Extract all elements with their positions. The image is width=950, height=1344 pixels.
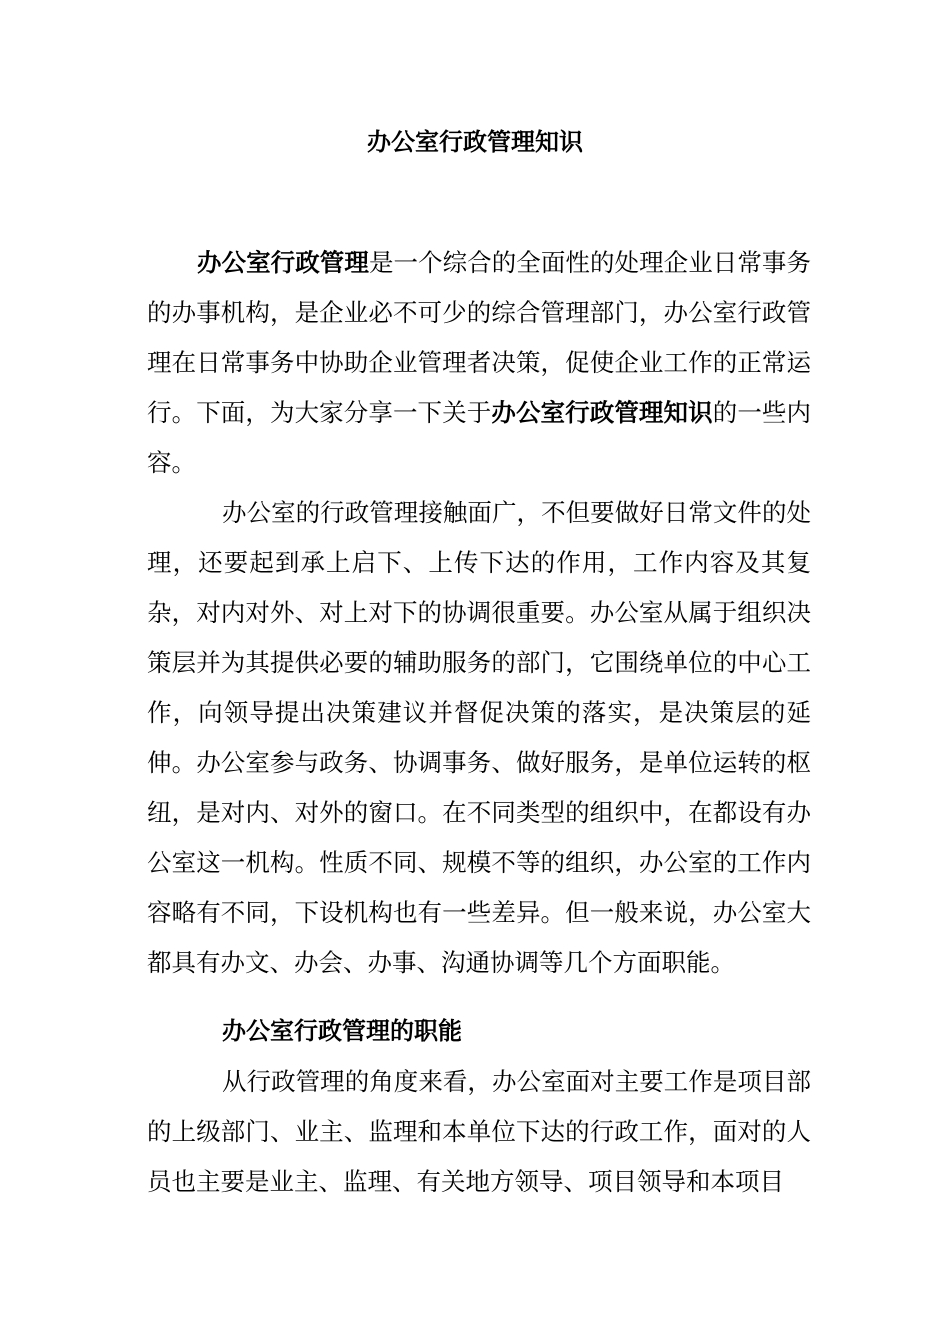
intro-text-a: 是一个综合的全面性的处理企业日常事务的办事机构，是企业必不可少的综合管理部门，办公室行政管理在日常事务中协助企业管理者决策，促使企业工作的正常运行。下面，为大家分享一下关于 [147, 248, 811, 427]
section-heading: 办公室行政管理的职能 [222, 1016, 462, 1045]
body-paragraph-2: 办公室的行政管理接触面广，不但要做好日常文件的处理，还要起到承上启下、上传下达的作用，工作内容及其复杂，对内对外、对上对下的协调很重要。办公室从属于组织决策层并为其提供必要的辅助服务的部门，它围绕单位的中心工作，向领导提出决策建议并督促决策的落实，是决策层的延伸。办公室参与政务、协调事务、做好服务，是单位运转的枢纽，是对内、对外的窗口。在不同类型的组织中，在都设有办公室这一机构。性质不同、规模不等的组织，办公室的工作内容略有不同，下设机构也有一些差异。但一般来说，办公室大都具有办文、办会、办事、沟通协调等几个方面职能。 [147, 498, 811, 977]
body-paragraph-3: 从行政管理的角度来看，办公室面对主要工作是项目部的上级部门、业主、监理和本单位下达的行政工作，面对的人员也主要是业主、监理、有关地方领导、项目领导和本项目 [147, 1067, 811, 1196]
intro-text-b: 的一些内容。 [147, 398, 812, 477]
bold-term-mid: 办公室行政管理知识 [491, 398, 713, 427]
intro-paragraph [147, 238, 811, 488]
document-title: 办公室行政管理知识 [367, 127, 583, 156]
bold-term-lead: 办公室行政管理 [197, 248, 369, 277]
